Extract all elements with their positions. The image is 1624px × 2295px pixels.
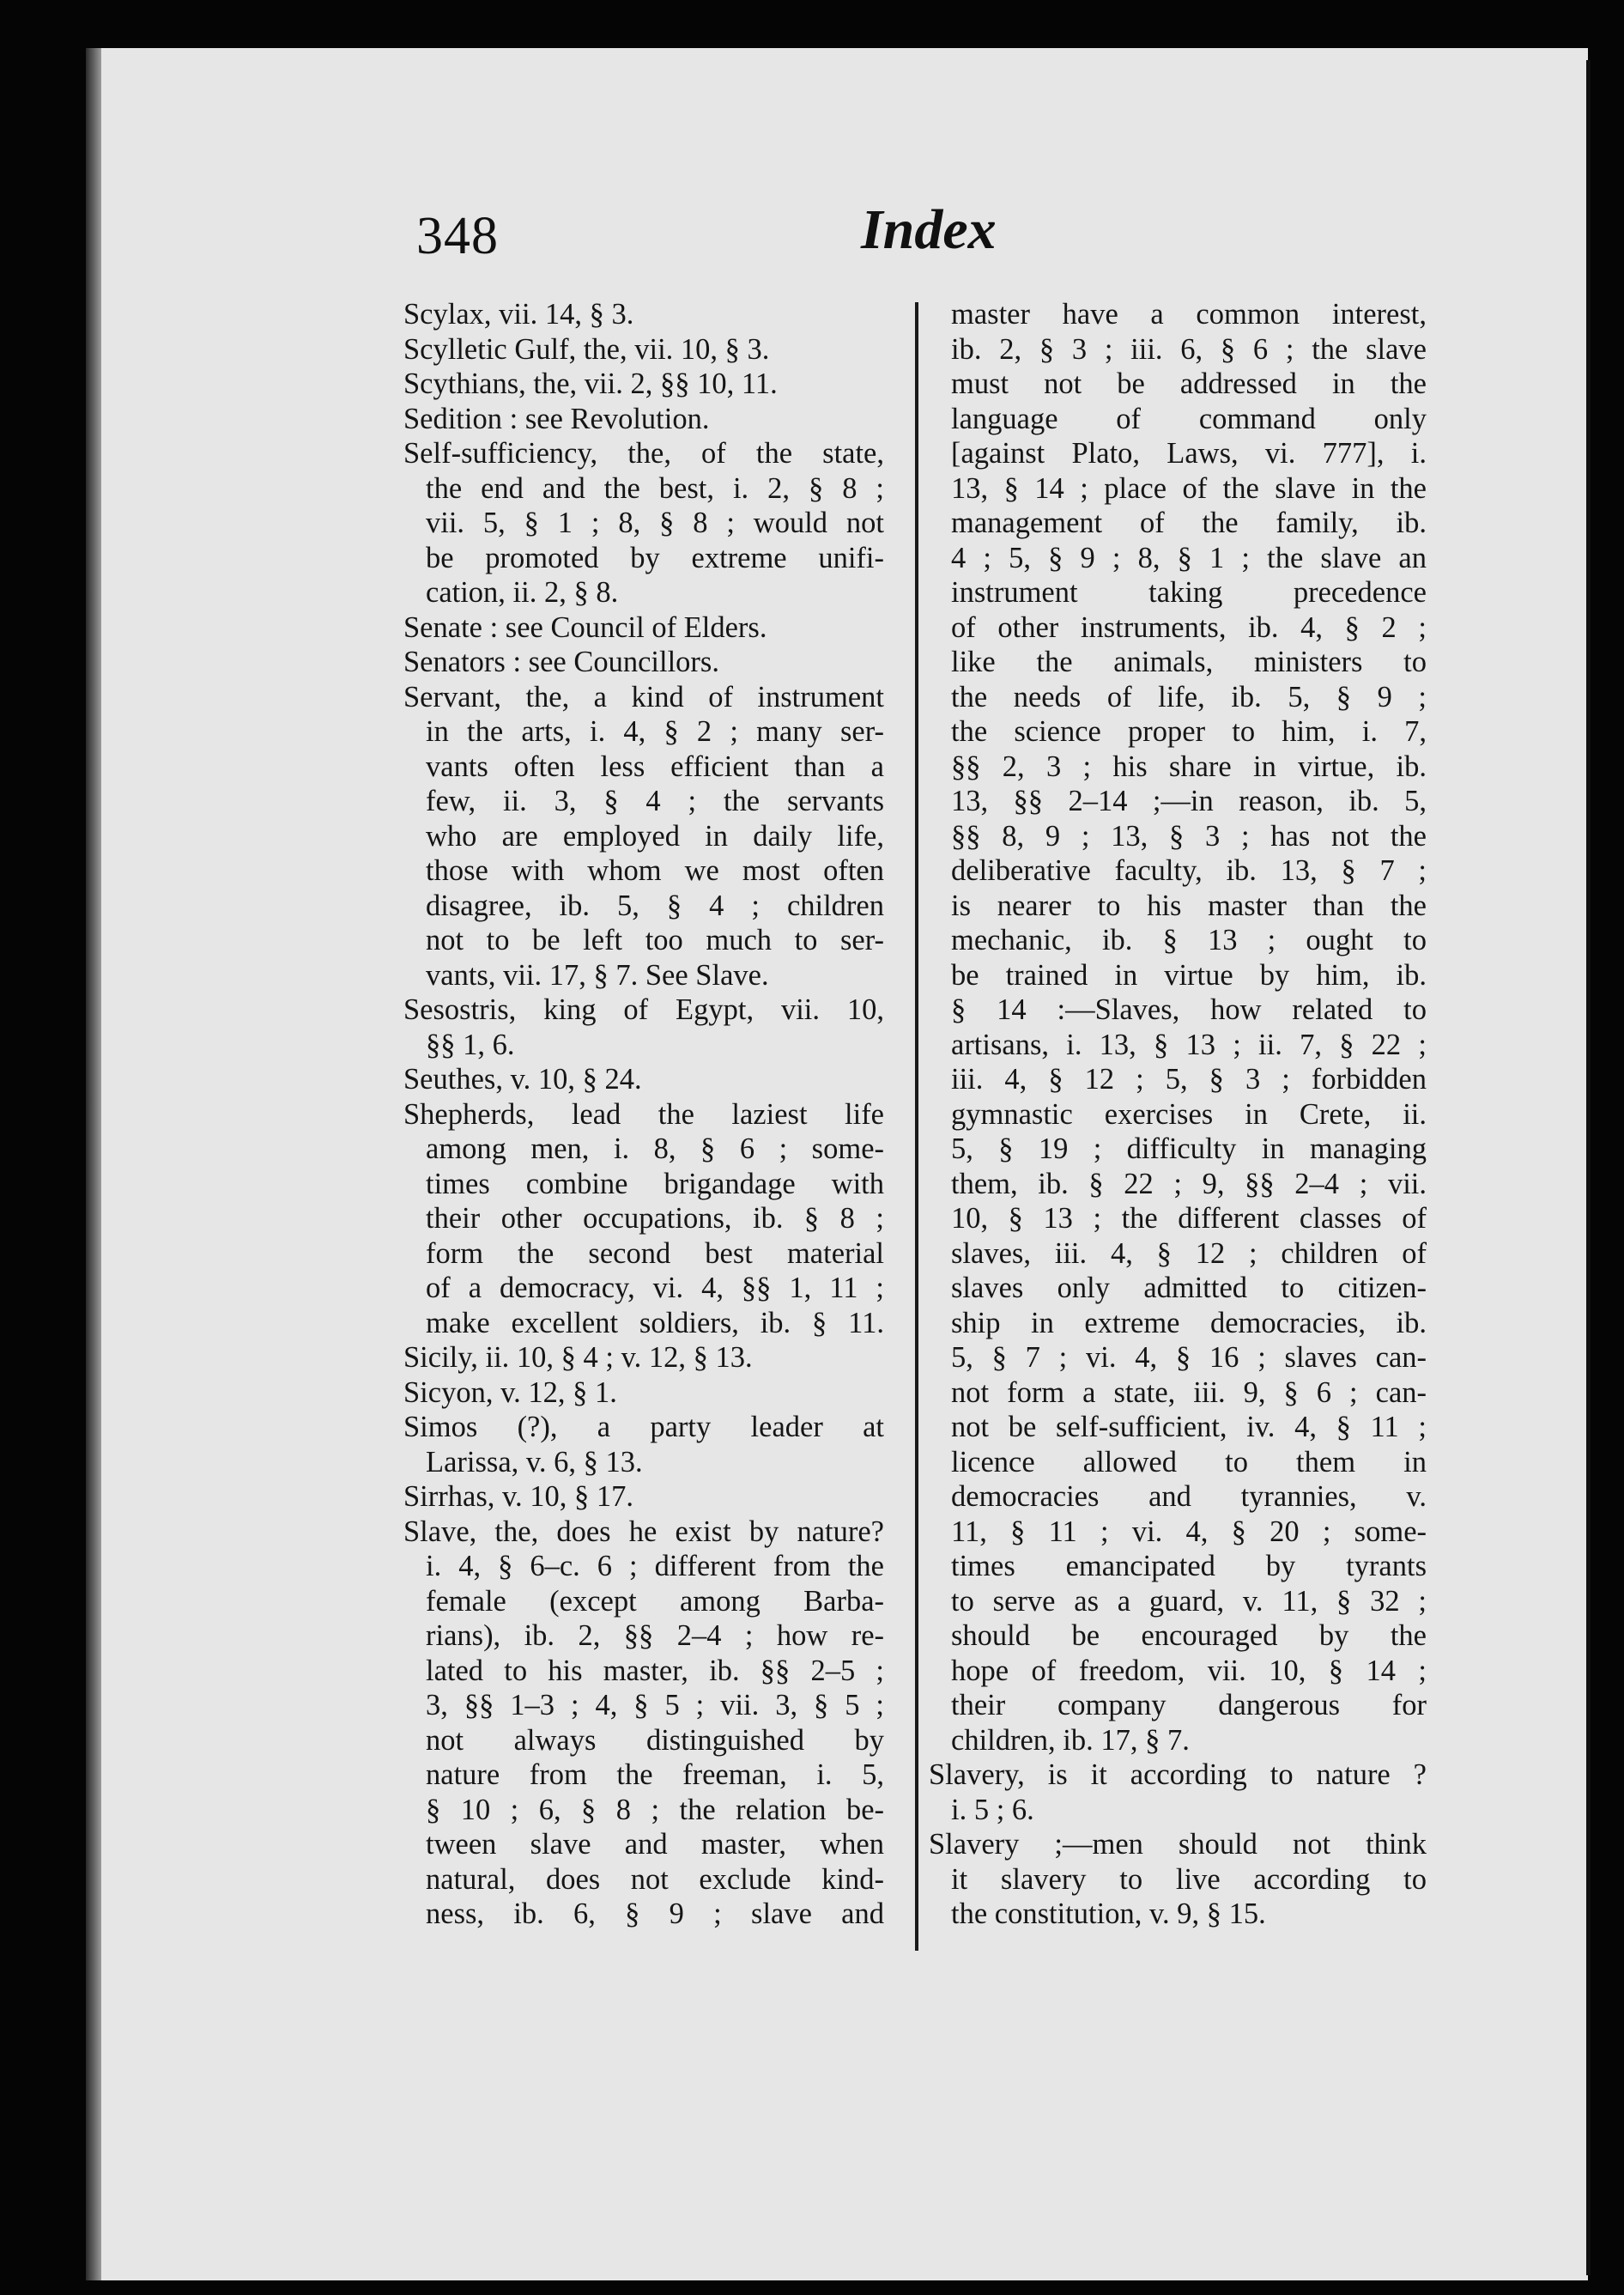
index-line: Slavery ;—men should not think: [929, 1828, 1427, 1861]
index-line: is nearer to his master than the: [951, 889, 1427, 922]
index-line: language of command only: [951, 402, 1427, 435]
index-line: vii. 5, § 1 ; 8, § 8 ; would not: [426, 507, 884, 539]
index-line: Slavery, is it according to nature ?: [929, 1758, 1427, 1791]
index-line: few, ii. 3, § 4 ; the servants: [426, 785, 884, 817]
column-divider: [915, 302, 918, 1951]
index-line: not always distinguished by: [426, 1723, 884, 1757]
index-line: Sesostris, king of Egypt, vii. 10,: [403, 993, 884, 1026]
index-line: them, ib. § 22 ; 9, §§ 2–4 ; vii.: [951, 1167, 1427, 1200]
index-line: 5, § 19 ; difficulty in managing: [951, 1132, 1427, 1165]
index-line: slaves only admitted to citizen-: [951, 1272, 1427, 1304]
index-line: their other occupations, ib. § 8 ;: [426, 1202, 884, 1235]
index-line: 11, § 11 ; vi. 4, § 20 ; some-: [951, 1515, 1427, 1548]
index-line: the science proper to him, i. 7,: [951, 715, 1427, 748]
index-line: ship in extreme democracies, ib.: [951, 1306, 1427, 1339]
index-line: licence allowed to them in: [951, 1445, 1427, 1478]
index-line: ness, ib. 6, § 9 ; slave and: [426, 1897, 884, 1930]
index-line: gymnastic exercises in Crete, ii.: [951, 1097, 1427, 1131]
index-line: Senate : see Council of Elders.: [403, 610, 767, 644]
index-line: be trained in virtue by him, ib.: [951, 958, 1427, 992]
index-line: Sicyon, v. 12, § 1.: [403, 1375, 617, 1409]
index-line: deliberative faculty, ib. 13, § 7 ;: [951, 854, 1427, 887]
index-line: disagree, ib. 5, § 4 ; children: [426, 889, 884, 922]
index-line: make excellent soldiers, ib. § 11.: [426, 1306, 884, 1339]
index-line: instrument taking precedence: [951, 576, 1427, 609]
page-edge-rule: [1586, 60, 1591, 2275]
index-line: Senators : see Councillors.: [403, 646, 719, 678]
index-line: Scythians, the, vii. 2, §§ 10, 11.: [403, 367, 778, 400]
index-line: i. 5 ; 6.: [951, 1793, 1034, 1826]
index-line: Self-sufficiency, the, of the state,: [403, 437, 884, 470]
index-line: times emancipated by tyrants: [951, 1550, 1427, 1582]
index-line: times combine brigandage with: [426, 1167, 884, 1200]
index-line: § 10 ; 6, § 8 ; the relation be-: [426, 1793, 884, 1826]
index-line: their company dangerous for: [951, 1689, 1427, 1721]
index-line: § 14 :—Slaves, how related to: [951, 993, 1427, 1026]
index-line: lated to his master, ib. §§ 2–5 ;: [426, 1654, 884, 1687]
index-line: the end and the best, i. 2, § 8 ;: [426, 471, 884, 505]
index-line: tween slave and master, when: [426, 1828, 884, 1861]
index-line: ib. 2, § 3 ; iii. 6, § 6 ; the slave: [951, 332, 1427, 366]
index-line: [against Plato, Laws, vi. 777], i.: [951, 437, 1427, 470]
index-line: democracies and tyrannies, v.: [951, 1480, 1427, 1513]
index-line: children, ib. 17, § 7.: [951, 1723, 1190, 1757]
index-line: slaves, iii. 4, § 12 ; children of: [951, 1236, 1427, 1270]
index-column-left: [403, 297, 884, 1932]
index-line: 4 ; 5, § 9 ; 8, § 1 ; the slave an: [951, 541, 1427, 574]
index-line: be promoted by extreme unifi-: [426, 541, 884, 574]
index-line: mechanic, ib. § 13 ; ought to: [951, 924, 1427, 956]
index-line: Scylax, vii. 14, § 3.: [403, 298, 634, 331]
index-line: Slave, the, does he exist by nature?: [403, 1515, 884, 1548]
index-line: not form a state, iii. 9, § 6 ; can-: [951, 1375, 1427, 1409]
index-line: in the arts, i. 4, § 2 ; many ser-: [426, 715, 884, 748]
index-line: §§ 8, 9 ; 13, § 3 ; has not the: [951, 819, 1427, 853]
index-line: 10, § 13 ; the different classes of: [951, 1202, 1427, 1235]
index-line: hope of freedom, vii. 10, § 14 ;: [951, 1654, 1427, 1687]
index-line: not to be left too much to ser-: [426, 924, 884, 956]
index-line: artisans, i. 13, § 13 ; ii. 7, § 22 ;: [951, 1028, 1427, 1061]
index-line: iii. 4, § 12 ; 5, § 3 ; forbidden: [951, 1063, 1427, 1096]
index-line: Sicily, ii. 10, § 4 ; v. 12, § 13.: [403, 1341, 753, 1374]
index-line: female (except among Barba-: [426, 1584, 884, 1618]
index-line: master have a common interest,: [951, 298, 1427, 331]
index-column-right: [929, 297, 1427, 1932]
index-line: natural, does not exclude kind-: [426, 1862, 884, 1896]
index-line: to serve as a guard, v. 11, § 32 ;: [951, 1584, 1427, 1618]
index-line: not be self-sufficient, iv. 4, § 11 ;: [951, 1411, 1427, 1443]
index-line: the constitution, v. 9, § 15.: [951, 1897, 1266, 1930]
index-line: §§ 2, 3 ; his share in virtue, ib.: [951, 750, 1427, 783]
index-line: among men, i. 8, § 6 ; some-: [426, 1132, 884, 1165]
index-line: Sedition : see Revolution.: [403, 402, 710, 435]
index-line: 13, §§ 2–14 ;—in reason, ib. 5,: [951, 785, 1427, 817]
running-head: Index: [861, 198, 997, 261]
index-line: Servant, the, a kind of instrument: [403, 680, 884, 713]
index-line: those with whom we most often: [426, 854, 884, 887]
index-line: form the second best material: [426, 1236, 884, 1270]
index-line: who are employed in daily life,: [426, 819, 884, 853]
index-line: of a democracy, vi. 4, §§ 1, 11 ;: [426, 1272, 884, 1304]
index-line: Sirrhas, v. 10, § 17.: [403, 1480, 633, 1513]
index-line: §§ 1, 6.: [426, 1028, 515, 1061]
index-line: must not be addressed in the: [951, 367, 1427, 400]
index-line: Shepherds, lead the laziest life: [403, 1097, 884, 1131]
index-line: nature from the freeman, i. 5,: [426, 1758, 884, 1791]
index-line: like the animals, ministers to: [951, 646, 1427, 678]
index-line: 5, § 7 ; vi. 4, § 16 ; slaves can-: [951, 1341, 1427, 1374]
index-line: of other instruments, ib. 4, § 2 ;: [951, 610, 1427, 644]
index-line: should be encouraged by the: [951, 1619, 1427, 1652]
index-line: vants often less efficient than a: [426, 750, 884, 783]
index-line: rians), ib. 2, §§ 2–4 ; how re-: [426, 1619, 884, 1652]
index-line: 3, §§ 1–3 ; 4, § 5 ; vii. 3, § 5 ;: [426, 1689, 884, 1721]
index-line: Simos (?), a party leader at: [403, 1411, 884, 1443]
index-line: the needs of life, ib. 5, § 9 ;: [951, 680, 1427, 713]
index-line: cation, ii. 2, § 8.: [426, 576, 619, 609]
index-line: Larissa, v. 6, § 13.: [426, 1445, 643, 1478]
index-line: Seuthes, v. 10, § 24.: [403, 1063, 642, 1096]
index-line: management of the family, ib.: [951, 507, 1427, 539]
index-line: i. 4, § 6–c. 6 ; different from the: [426, 1550, 884, 1582]
index-line: Scylletic Gulf, the, vii. 10, § 3.: [403, 332, 770, 366]
index-line: it slavery to live according to: [951, 1862, 1427, 1896]
index-line: 13, § 14 ; place of the slave in the: [951, 471, 1427, 505]
page-number: 348: [416, 207, 499, 265]
index-line: vants, vii. 17, § 7. See Slave.: [426, 958, 769, 992]
